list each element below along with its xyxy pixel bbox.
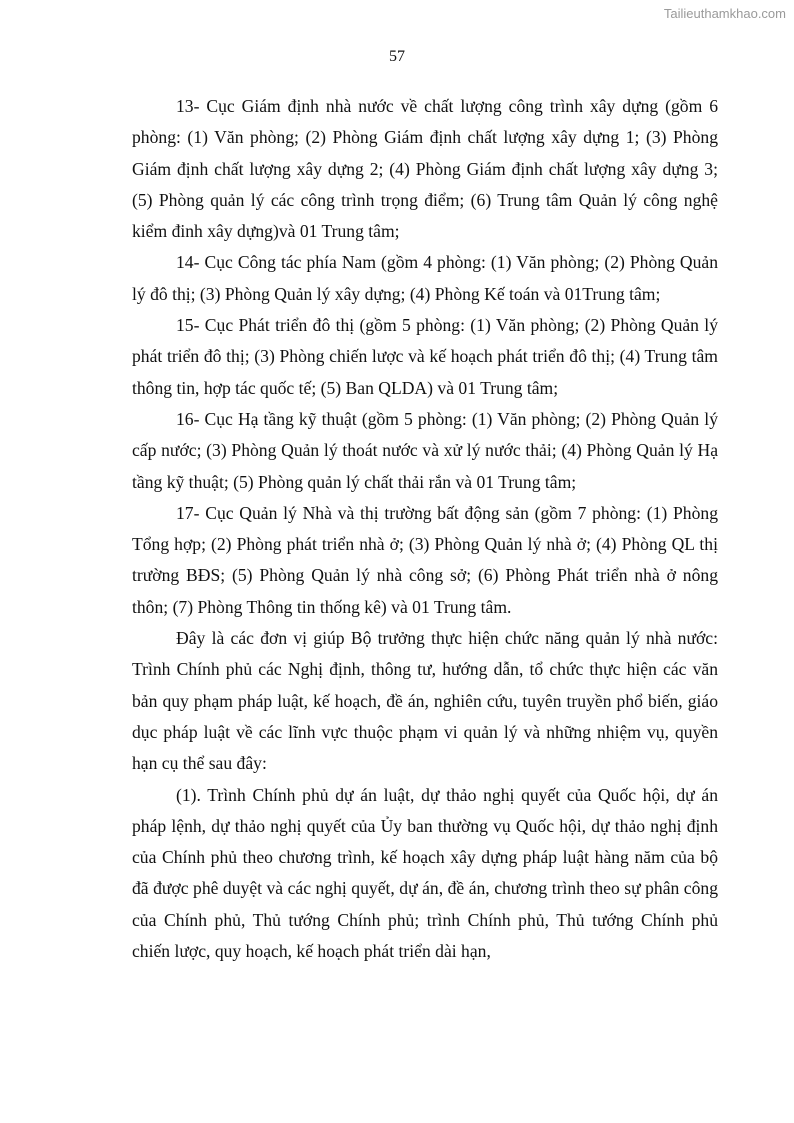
page-number: 57 [389, 48, 405, 65]
document-body [132, 91, 718, 967]
paragraph-duty-1: (1). Trình Chính phủ dự án luật, dự thảo nghị quyết của Quốc hội, dự án pháp lệnh, dự thảo nghị quyết của Ủy ban thường vụ Quốc hội, dự thảo nghị định của Chính phủ theo chương trình, kế hoạch xây dựng pháp luật hàng năm của bộ đã được phê duyệt và các nghị quyết, dự án, đề án, chương trình theo sự phân công của Chính phủ, Thủ tướng Chính phủ; trình Chính phủ, Thủ tướng Chính phủ chiến lược, quy hoạch, kế hoạch phát triển dài hạn, [132, 784, 718, 962]
paragraph-summary: Đây là các đơn vị giúp Bộ trưởng thực hiện chức năng quản lý nhà nước: Trình Chính phủ các Nghị định, thông tư, hướng dẫn, tổ chức thực hiện các văn bản quy phạm pháp luật, kế hoạch, đề án, nghiên cứu, tuyên truyền phổ biến, giáo dục pháp luật về các lĩnh vực thuộc phạm vi quản lý và những nhiệm vụ, quyền hạn cụ thể sau đây: [132, 628, 718, 774]
paragraph-item-13: 13- Cục Giám định nhà nước về chất lượng công trình xây dựng (gồm 6 phòng: (1) Văn phòng; (2) Phòng Giám định chất lượng xây dựng 1; (3) Phòng Giám định chất lượng xây dựng 2; (4) Phòng Giám định chất lượng xây dựng 3; (5) Phòng quản lý các công trình trọng điểm; (6) Trung tâm Quản lý công nghệ kiểm đinh xây dựng)và 01 Trung tâm; [132, 96, 718, 242]
paragraph-item-17: 17- Cục Quản lý Nhà và thị trường bất động sản (gồm 7 phòng: (1) Phòng Tổng hợp; (2) Phòng phát triển nhà ở; (3) Phòng Quản lý nhà ở; (4) Phòng QL thị trường BĐS; (5) Phòng Quản lý nhà công sở; (6) Phòng Phát triển nhà ở nông thôn; (7) Phòng Thông tin thống kê) và 01 Trung tâm. [132, 502, 718, 617]
paragraph-item-15: 15- Cục Phát triển đô thị (gồm 5 phòng: (1) Văn phòng; (2) Phòng Quản lý phát triển đô thị; (3) Phòng chiến lược và kế hoạch phát triển đô thị; (4) Trung tâm thông tin, hợp tác quốc tế; (5) Ban QLDA) và 01 Trung tâm; [132, 315, 718, 398]
paragraph-item-16: 16- Cục Hạ tầng kỹ thuật (gồm 5 phòng: (1) Văn phòng; (2) Phòng Quản lý cấp nước; (3) Phòng Quản lý thoát nước và xử lý nước thải; (4) Phòng Quản lý Hạ tầng kỹ thuật; (5) Phòng quản lý chất thải rắn và 01 Trung tâm; [132, 408, 718, 492]
watermark: Tailieuthamkhao.com [663, 6, 786, 21]
paragraph-item-14: 14- Cục Công tác phía Nam (gồm 4 phòng: (1) Văn phòng; (2) Phòng Quản lý đô thị; (3) Phòng Quản lý xây dựng; (4) Phòng Kế toán và 01Trung tâm; [132, 252, 718, 304]
